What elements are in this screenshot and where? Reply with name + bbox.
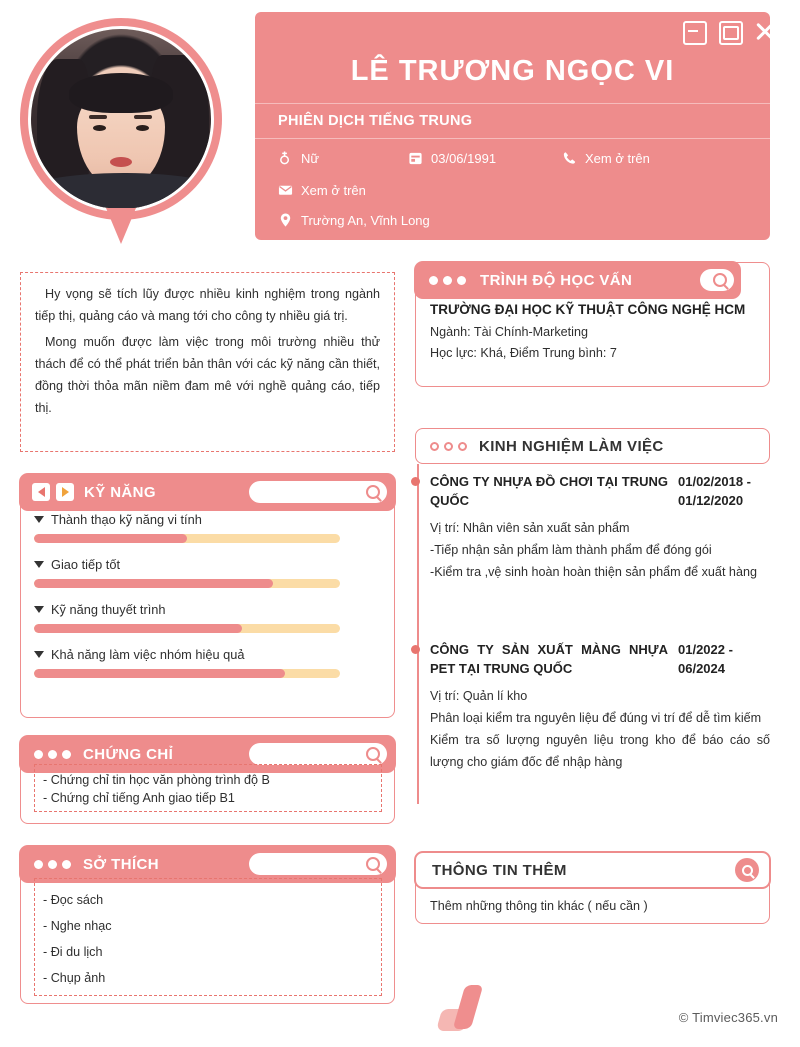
gender-icon [278, 150, 293, 166]
certificates-title: CHỨNG CHỈ [83, 745, 174, 763]
caret-down-icon[interactable] [34, 651, 44, 658]
skill-item [34, 602, 364, 633]
skills-list [34, 512, 364, 692]
experience-item [430, 472, 770, 583]
education-major: Ngành: Tài Chính-Marketing [430, 325, 588, 339]
skill-progress-fill [34, 534, 187, 543]
hobby-item: - Nghe nhạc [43, 919, 112, 933]
hobbies-title: SỞ THÍCH [83, 855, 159, 873]
experience-detail: -Tiếp nhận sản phẩm làm thành phẩm để đóng gói [430, 543, 712, 557]
header-divider-2 [255, 138, 770, 139]
profile-photo [31, 29, 211, 209]
summary-paragraph: Hy vọng sẽ tích lũy được nhiều kinh nghiệm trong ngành tiếp thị, quảng cáo và mang tới cho công ty nhiều giá trị. [35, 287, 380, 323]
skill-progress-fill [34, 669, 285, 678]
info-address [278, 212, 430, 228]
skill-label: Giao tiếp tốt [51, 557, 121, 572]
search-icon [366, 485, 380, 499]
certificate-item: - Chứng chỉ tin học văn phòng trình độ B [43, 773, 270, 787]
summary-box [20, 272, 395, 452]
skill-item [34, 557, 364, 588]
skill-progress-track [34, 579, 340, 588]
education-title: TRÌNH ĐỘ HỌC VẤN [480, 271, 633, 289]
info-address-value: Trường An, Vĩnh Long [301, 212, 430, 228]
search-icon [366, 747, 380, 761]
experience-title: KINH NGHIỆM LÀM VIỆC [479, 437, 664, 455]
dots-decoration [34, 750, 71, 759]
dots-decoration [34, 860, 71, 869]
info-dob [408, 150, 496, 166]
job-title: PHIÊN DỊCH TIẾNG TRUNG [278, 113, 473, 129]
skills-title-bar [20, 474, 395, 510]
phone-icon [562, 150, 577, 166]
skills-nav-arrows [32, 483, 74, 501]
skill-progress-track [34, 624, 340, 633]
maximize-icon[interactable] [716, 18, 742, 44]
info-email-value: Xem ở trên [301, 182, 366, 198]
close-icon[interactable] [752, 18, 778, 44]
timeline-bullet-icon [411, 477, 420, 486]
avatar-frame [28, 26, 214, 212]
avatar-pin-decoration [106, 208, 136, 244]
skill-label: Thành thạo kỹ năng vi tính [51, 512, 202, 527]
education-result: Học lực: Khá, Điểm Trung bình: 7 [430, 346, 617, 360]
experience-timeline [417, 464, 419, 804]
hobbies-search-field[interactable] [249, 853, 387, 875]
experience-date: 01/02/2018 - 01/12/2020 [678, 474, 752, 508]
footer-decoration [445, 985, 505, 1037]
skill-progress-track [34, 669, 340, 678]
hobby-item: - Đi du lịch [43, 945, 103, 959]
summary-paragraph: Mong muốn được làm việc trong môi trường nhiều thử thách để có thể phát triển bản thân với các kỹ năng cần thiết, đồng thời thỏa mãn niềm đam mê với nghề quảng cáo, tiếp thị. [35, 335, 380, 415]
certificates-list [34, 764, 382, 812]
chevron-left-icon[interactable] [32, 483, 50, 501]
skills-search-field[interactable] [249, 481, 387, 503]
timeline-bullet-icon [411, 645, 420, 654]
experience-title-bar [415, 428, 770, 464]
education-title-bar [415, 262, 740, 298]
dots-decoration [430, 442, 467, 451]
hobby-item: - Chụp ảnh [43, 971, 106, 985]
hobbies-title-bar [20, 846, 395, 882]
window-controls [680, 18, 778, 44]
extra-info-title: THÔNG TIN THÊM [432, 861, 567, 879]
skill-progress-fill [34, 579, 273, 588]
page-title: LÊ TRƯƠNG NGỌC VI [350, 55, 675, 87]
experience-detail: Vị trí: Nhân viên sản xuất sản phẩm [430, 521, 630, 535]
skill-item [34, 647, 364, 678]
hobby-item: - Đọc sách [43, 893, 104, 907]
certificate-item: - Chứng chỉ tiếng Anh giao tiếp B1 [43, 791, 235, 805]
certificates-search-field[interactable] [249, 743, 387, 765]
header-divider-1 [255, 103, 770, 104]
search-icon [366, 857, 380, 871]
experience-role: CÔNG TY SẢN XUẤT MÀNG NHỰA PET TẠI TRUNG QUỐC [430, 642, 668, 676]
location-pin-icon [278, 212, 293, 228]
extra-info-title-bar [415, 852, 770, 888]
education-school: TRƯỜNG ĐẠI HỌC KỸ THUẬT CÔNG NGHỆ HCM [430, 302, 746, 317]
avatar [20, 18, 222, 243]
hobbies-list [34, 878, 382, 996]
caret-down-icon[interactable] [34, 606, 44, 613]
skill-progress-fill [34, 624, 242, 633]
chevron-right-icon[interactable] [56, 483, 74, 501]
skill-progress-track [34, 534, 340, 543]
calendar-icon [408, 150, 423, 166]
education-body [430, 302, 760, 367]
experience-detail: Phân loại kiểm tra nguyên liệu để đúng vi trí để dễ tìm kiếm [430, 711, 762, 725]
minimize-icon[interactable] [680, 18, 706, 44]
extra-info-text: Thêm những thông tin khác ( nếu cần ) [430, 899, 648, 913]
info-dob-value: 03/06/1991 [431, 150, 497, 166]
dots-decoration [429, 276, 466, 285]
skill-label: Khả năng làm việc nhóm hiệu quả [51, 647, 245, 662]
mail-icon [278, 182, 293, 198]
skill-item [34, 512, 364, 543]
skills-title: KỸ NĂNG [84, 483, 156, 501]
experience-detail: -Kiểm tra ,vệ sinh hoàn hoàn thiện sản phẩm để xuất hàng [430, 565, 757, 579]
experience-item [430, 640, 770, 773]
info-phone-value: Xem ở trên [585, 150, 650, 166]
education-search-field[interactable] [700, 269, 734, 291]
experience-date: 01/2022 - 06/2024 [678, 642, 733, 676]
search-icon [713, 273, 727, 287]
skill-label: Kỹ năng thuyết trình [51, 602, 166, 617]
caret-down-icon[interactable] [34, 516, 44, 523]
footer-credit: © Timviec365.vn [678, 1010, 778, 1025]
experience-detail: Kiểm tra số lượng nguyên liệu trong kho để báo cáo số lượng cho giám đốc để nhập hàng [430, 733, 770, 769]
search-icon [742, 865, 753, 876]
experience-role: CÔNG TY NHỰA ĐỒ CHƠI TẠI TRUNG QUỐC [430, 474, 668, 508]
info-gender [278, 150, 319, 166]
caret-down-icon[interactable] [34, 561, 44, 568]
info-email [278, 182, 366, 198]
info-gender-value: Nữ [301, 150, 320, 166]
info-phone [562, 150, 650, 166]
extra-info-search-button[interactable] [735, 858, 759, 882]
experience-detail: Vị trí: Quản lí kho [430, 689, 528, 703]
